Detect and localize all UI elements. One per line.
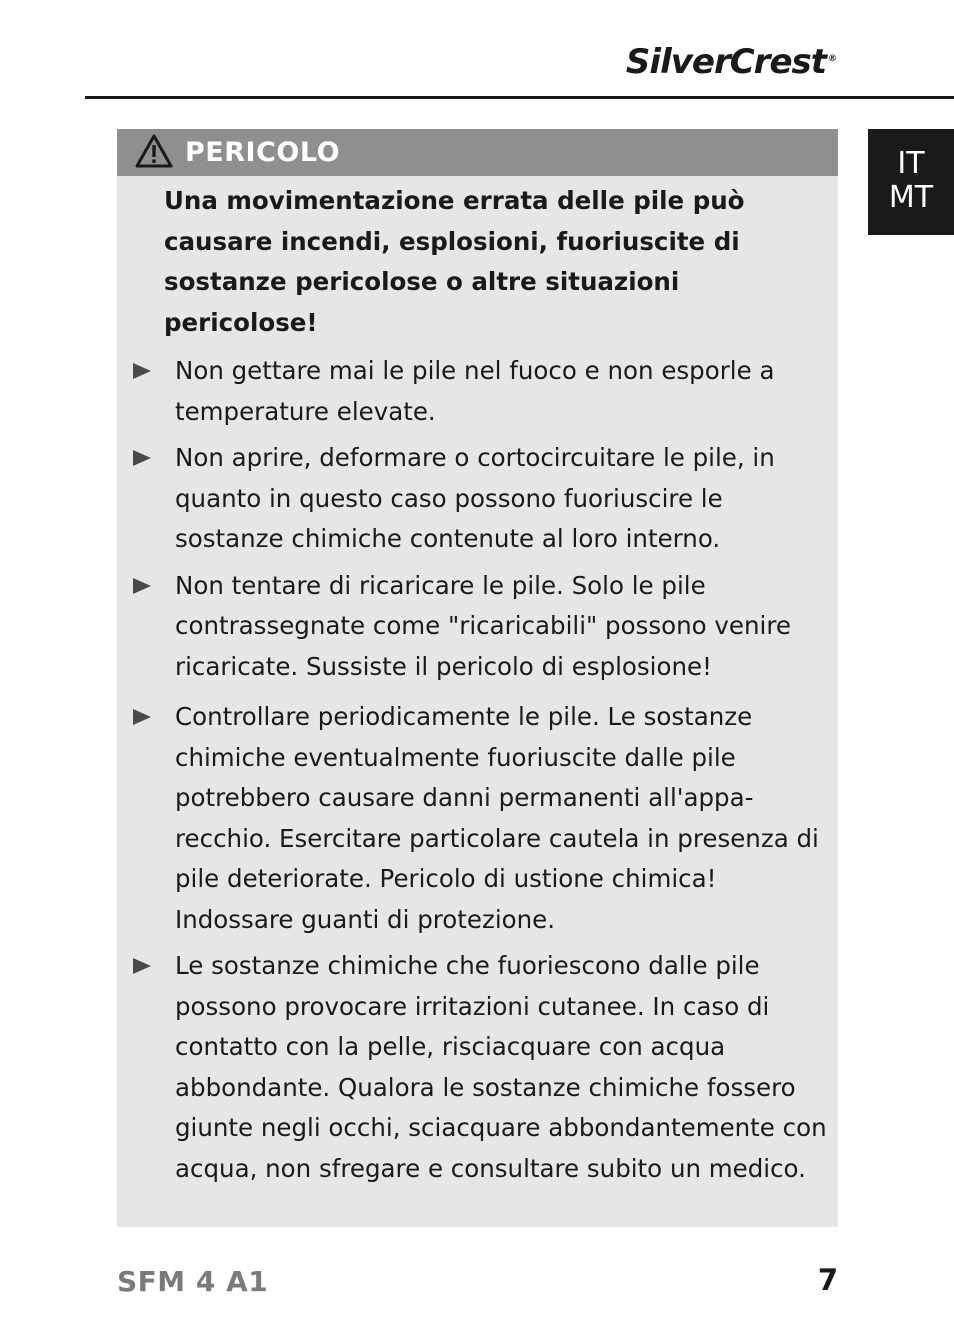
language-tab-mt: MT [888,180,934,215]
warning-triangle-icon [135,134,173,168]
page-number: 7 [817,1263,838,1297]
bullet-arrow-icon [133,578,151,594]
danger-warning-box [117,129,838,1227]
header-divider [85,96,954,99]
list-item-text: Non aprire, deformare o cortocircuitare le pile, in quanto in questo caso possono fuoriuscire le sostanze chimiche contenute al loro interno. [175,443,775,553]
list-item [117,697,835,940]
list-item [117,566,835,688]
list-item [117,351,835,432]
list-item-text: Non gettare mai le pile nel fuoco e non esporle a temperature elevate. [175,356,775,426]
brand-logo-second: Crest [729,42,826,82]
language-tab-it: IT [897,146,925,181]
warning-list [117,351,838,1195]
list-item-text: Le sostanze chimiche che fuoriescono dalle pile possono provocare irritazioni cutanee. In caso di contatto con la pelle, risciacquare con acqua abbondante. Qualora le sostanze chimiche fossero giunte negli occhi, sciacquare abbondantemente con acqua, non sfregare e consultare subito un medico. [175,951,827,1183]
list-item-text: Non tentare di ricaricare le pile. Solo le pile contrassegnate come "ricaricabili" possono venire ricaricate. Sussiste il pericolo di esplosione! [175,570,791,681]
warning-header [117,129,838,176]
bullet-arrow-icon [133,363,151,379]
list-item [117,438,835,560]
registered-mark: ® [828,53,836,64]
list-item-text: Controllare periodicamente le pile. Le sostanze chimiche eventualmente fuoriuscite dalle pile potrebbero causare danni permanenti all'appa-recchio. Esercitare particolare cautela in presenza di pile deteriorate. Pericolo di ustione chimica! Indossare guanti di protezione. [175,702,819,934]
brand-logo-first: Silver [625,42,730,82]
bullet-arrow-icon [133,709,151,725]
language-tab [868,129,954,235]
bullet-arrow-icon [133,958,151,974]
bullet-arrow-icon [133,450,151,466]
list-item [117,946,835,1189]
warning-intro: Una movimentazione errata delle pile può causare incendi, esplosioni, fuoriuscite di sostanze pericolose o altre situazioni pericolose! [164,186,745,337]
footer-model-number: SFM 4 A1 [117,1265,269,1298]
brand-logo [626,42,836,82]
warning-title: PERICOLO [185,137,341,168]
